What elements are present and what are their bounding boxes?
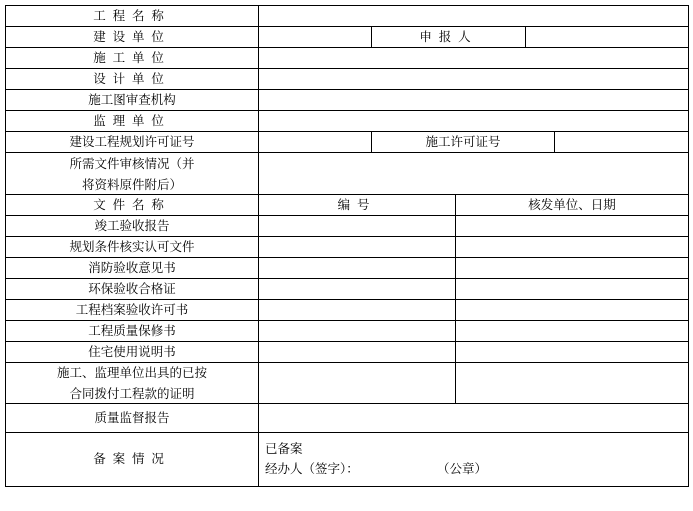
header-document-name: 文件名称 <box>93 196 171 212</box>
document-housing-manual: 住宅使用说明书 <box>88 343 176 359</box>
payment-proof-line1: 施工、监理单位出具的已按 <box>56 365 207 380</box>
header-number: 编号 <box>337 196 377 212</box>
document-quality-warranty: 工程质量保修书 <box>88 322 176 338</box>
label-construction-permit-no: 施工许可证号 <box>425 133 501 149</box>
rule <box>688 5 689 487</box>
label-planning-permit-no: 建设工程规划许可证号 <box>69 133 195 149</box>
rule <box>455 194 456 403</box>
rule <box>554 131 555 152</box>
document-planning-verification: 规划条件核实认可文件 <box>69 238 195 254</box>
document-environmental-certificate: 环保验收合格证 <box>88 280 176 296</box>
document-completion-report: 竣工验收报告 <box>94 217 170 233</box>
document-fire-acceptance: 消防验收意见书 <box>88 259 176 275</box>
docs-review-line2: 将资料原件附后） <box>81 176 182 192</box>
rule <box>5 486 689 487</box>
official-seal-label: （公章） <box>437 461 488 476</box>
filing-status-text: 已备案 <box>265 441 303 456</box>
label-construction-unit: 建设单位 <box>93 28 171 44</box>
docs-review-line1: 所需文件审核情况（并 <box>69 155 195 171</box>
rule <box>525 26 526 47</box>
label-design-unit: 设计单位 <box>93 70 171 86</box>
label-supervision-unit: 监理单位 <box>93 112 171 128</box>
filing-signature-line <box>265 459 487 479</box>
label-contractor: 施工单位 <box>93 49 171 65</box>
label-project-name: 工程名称 <box>93 7 171 23</box>
document-payment-proof <box>6 363 258 403</box>
payment-proof-line2: 合同拨付工程款的证明 <box>69 386 195 401</box>
label-docs-review <box>6 153 258 194</box>
filing-form <box>5 5 688 487</box>
label-drawing-review-org: 施工图审查机构 <box>88 91 176 107</box>
label-applicant: 申报人 <box>419 28 478 44</box>
label-filing-status: 备案情况 <box>93 451 171 467</box>
document-quality-supervision-report: 质量监督报告 <box>94 409 170 425</box>
handler-signature-label: 经办人（签字）： <box>265 461 359 476</box>
rule <box>258 5 259 487</box>
filing-content <box>259 433 688 486</box>
header-issuer-date: 核发单位、日期 <box>528 196 616 212</box>
document-archive-permit: 工程档案验收许可书 <box>75 301 189 317</box>
